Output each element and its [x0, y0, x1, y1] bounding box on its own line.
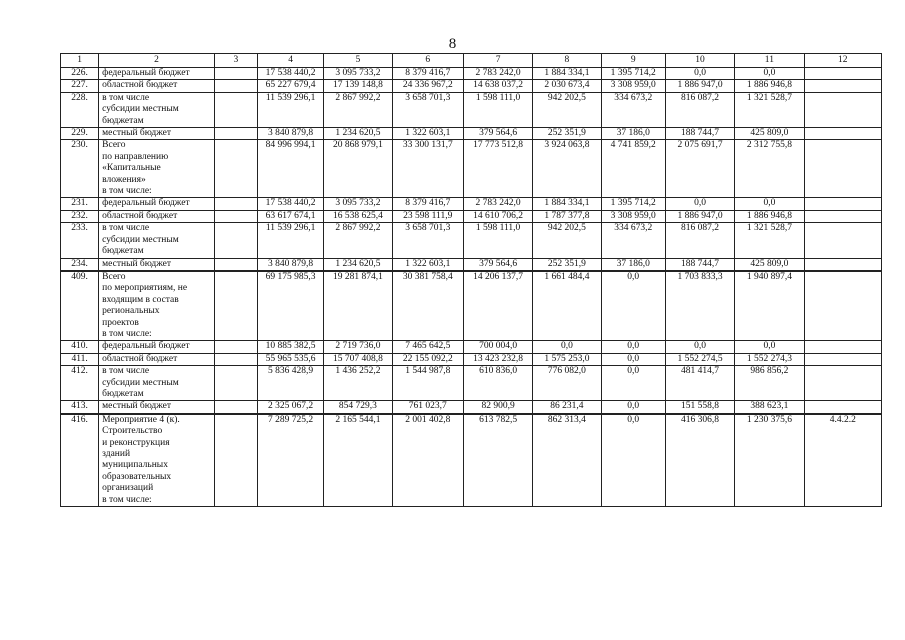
value-cell: 425 809,0	[735, 258, 804, 271]
value-cell: 8 379 416,7	[392, 68, 463, 80]
value-cell: 63 617 674,1	[257, 210, 323, 222]
value-cell: 0,0	[665, 341, 734, 353]
value-cell: 7 465 642,5	[392, 341, 463, 353]
row-name-cell: местный бюджет	[99, 401, 215, 414]
column-header: 8	[533, 54, 601, 68]
table-row	[61, 271, 882, 341]
value-cell: 188 744,7	[665, 128, 734, 140]
value-cell: 1 787 377,8	[533, 210, 601, 222]
row-name-cell: областной бюджет	[99, 353, 215, 365]
value-cell: 3 095 733,2	[324, 198, 392, 210]
value-cell	[214, 258, 257, 271]
value-cell: 0,0	[665, 198, 734, 210]
value-cell: 14 638 037,2	[463, 80, 532, 92]
column-header: 12	[804, 54, 881, 68]
value-cell: 1 321 528,7	[735, 92, 804, 127]
value-cell: 11 539 296,1	[257, 223, 323, 258]
value-cell: 425 809,0	[735, 128, 804, 140]
value-cell: 23 598 111,9	[392, 210, 463, 222]
value-cell: 1 703 833,3	[665, 271, 734, 341]
value-cell: 13 423 232,8	[463, 353, 532, 365]
value-cell: 14 610 706,2	[463, 210, 532, 222]
value-cell: 816 087,2	[665, 223, 734, 258]
value-cell	[214, 271, 257, 341]
table-row	[61, 223, 882, 258]
value-cell: 82 900,9	[463, 401, 532, 414]
row-name-cell: областной бюджет	[99, 80, 215, 92]
row-number-cell: 409.	[61, 271, 99, 341]
table-row	[61, 128, 882, 140]
row-name-cell: местный бюджет	[99, 128, 215, 140]
value-cell: 37 186,0	[601, 128, 665, 140]
row-number-cell: 416.	[61, 414, 99, 507]
value-cell	[804, 271, 881, 341]
table-row	[61, 198, 882, 210]
value-cell: 17 538 440,2	[257, 68, 323, 80]
value-cell: 24 336 967,2	[392, 80, 463, 92]
value-cell: 2 030 673,4	[533, 80, 601, 92]
row-number-cell: 229.	[61, 128, 99, 140]
value-cell: 1 544 987,8	[392, 366, 463, 401]
value-cell: 481 414,7	[665, 366, 734, 401]
value-cell: 0,0	[601, 353, 665, 365]
value-cell: 84 996 994,1	[257, 140, 323, 198]
value-cell: 1 395 714,2	[601, 198, 665, 210]
value-cell	[214, 353, 257, 365]
value-cell: 613 782,5	[463, 414, 532, 507]
value-cell: 3 658 701,3	[392, 223, 463, 258]
value-cell: 0,0	[601, 401, 665, 414]
value-cell: 942 202,5	[533, 223, 601, 258]
value-cell: 0,0	[601, 366, 665, 401]
row-name-cell: федеральный бюджет	[99, 341, 215, 353]
value-cell	[214, 128, 257, 140]
value-cell	[214, 401, 257, 414]
table-row	[61, 414, 882, 507]
value-cell: 17 538 440,2	[257, 198, 323, 210]
value-cell: 3 840 879,8	[257, 258, 323, 271]
value-cell: 2 001 402,8	[392, 414, 463, 507]
value-cell: 1 886 947,0	[665, 80, 734, 92]
table-header-row	[61, 54, 882, 68]
page-number: 8	[448, 36, 457, 52]
value-cell: 69 175 985,3	[257, 271, 323, 341]
value-cell: 15 707 408,8	[324, 353, 392, 365]
value-cell: 1 552 274,5	[665, 353, 734, 365]
value-cell: 942 202,5	[533, 92, 601, 127]
row-name-cell: в том числе субсидии местным бюджетам	[99, 92, 215, 127]
value-cell	[214, 223, 257, 258]
value-cell: 37 186,0	[601, 258, 665, 271]
column-header: 9	[601, 54, 665, 68]
value-cell: 1 661 484,4	[533, 271, 601, 341]
value-cell	[804, 92, 881, 127]
value-cell: 610 836,0	[463, 366, 532, 401]
value-cell: 379 564,6	[463, 258, 532, 271]
row-number-cell: 233.	[61, 223, 99, 258]
table-row	[61, 341, 882, 353]
value-cell: 1 575 253,0	[533, 353, 601, 365]
value-cell: 2 867 992,2	[324, 92, 392, 127]
table-row	[61, 353, 882, 365]
value-cell: 17 139 148,8	[324, 80, 392, 92]
value-cell: 0,0	[735, 198, 804, 210]
value-cell: 1 322 603,1	[392, 128, 463, 140]
value-cell: 3 840 879,8	[257, 128, 323, 140]
value-cell: 0,0	[735, 68, 804, 80]
value-cell	[214, 366, 257, 401]
value-cell: 11 539 296,1	[257, 92, 323, 127]
value-cell: 151 558,8	[665, 401, 734, 414]
value-cell: 1 598 111,0	[463, 92, 532, 127]
value-cell: 416 306,8	[665, 414, 734, 507]
budget-table	[60, 53, 882, 507]
table-row	[61, 366, 882, 401]
value-cell: 1 321 528,7	[735, 223, 804, 258]
row-name-cell: федеральный бюджет	[99, 68, 215, 80]
value-cell: 2 783 242,0	[463, 198, 532, 210]
value-cell: 1 395 714,2	[601, 68, 665, 80]
row-number-cell: 226.	[61, 68, 99, 80]
value-cell	[214, 92, 257, 127]
value-cell	[804, 258, 881, 271]
value-cell: 816 087,2	[665, 92, 734, 127]
value-cell: 0,0	[533, 341, 601, 353]
value-cell: 2 719 736,0	[324, 341, 392, 353]
value-cell: 8 379 416,7	[392, 198, 463, 210]
value-cell: 1 886 946,8	[735, 210, 804, 222]
row-number-cell: 232.	[61, 210, 99, 222]
value-cell	[214, 341, 257, 353]
value-cell: 1 322 603,1	[392, 258, 463, 271]
value-cell: 19 281 874,1	[324, 271, 392, 341]
row-number-cell: 411.	[61, 353, 99, 365]
row-number-cell: 410.	[61, 341, 99, 353]
value-cell: 776 082,0	[533, 366, 601, 401]
value-cell: 20 868 979,1	[324, 140, 392, 198]
column-header: 5	[324, 54, 392, 68]
column-header: 7	[463, 54, 532, 68]
value-cell: 86 231,4	[533, 401, 601, 414]
value-cell: 2 867 992,2	[324, 223, 392, 258]
value-cell: 14 206 137,7	[463, 271, 532, 341]
value-cell: 2 312 755,8	[735, 140, 804, 198]
value-cell: 4.4.2.2	[804, 414, 881, 507]
value-cell	[804, 210, 881, 222]
row-number-cell: 228.	[61, 92, 99, 127]
value-cell: 1 234 620,5	[324, 128, 392, 140]
value-cell: 33 300 131,7	[392, 140, 463, 198]
value-cell: 2 165 544,1	[324, 414, 392, 507]
row-number-cell: 230.	[61, 140, 99, 198]
value-cell: 2 325 067,2	[257, 401, 323, 414]
value-cell: 334 673,2	[601, 92, 665, 127]
value-cell	[214, 414, 257, 507]
value-cell	[804, 68, 881, 80]
row-name-cell: Мероприятие 4 (к). Строительство и реконструкция зданий муниципальных образовательных организаций в том числе:	[99, 414, 215, 507]
value-cell: 1 940 897,4	[735, 271, 804, 341]
value-cell: 3 095 733,2	[324, 68, 392, 80]
value-cell: 1 234 620,5	[324, 258, 392, 271]
table-row	[61, 140, 882, 198]
column-header: 10	[665, 54, 734, 68]
value-cell: 2 783 242,0	[463, 68, 532, 80]
column-header: 11	[735, 54, 804, 68]
column-header: 6	[392, 54, 463, 68]
value-cell: 188 744,7	[665, 258, 734, 271]
value-cell: 854 729,3	[324, 401, 392, 414]
table-row	[61, 80, 882, 92]
row-name-cell: Всего по мероприятиям, не входящим в состав региональных проектов в том числе:	[99, 271, 215, 341]
row-name-cell: Всего по направлению «Капитальные вложения» в том числе:	[99, 140, 215, 198]
value-cell: 252 351,9	[533, 128, 601, 140]
table-row	[61, 92, 882, 127]
value-cell	[804, 80, 881, 92]
value-cell: 65 227 679,4	[257, 80, 323, 92]
row-name-cell: в том числе субсидии местным бюджетам	[99, 223, 215, 258]
value-cell: 0,0	[601, 414, 665, 507]
row-name-cell: местный бюджет	[99, 258, 215, 271]
value-cell: 3 308 959,0	[601, 80, 665, 92]
value-cell: 22 155 092,2	[392, 353, 463, 365]
value-cell: 7 289 725,2	[257, 414, 323, 507]
value-cell: 700 004,0	[463, 341, 532, 353]
value-cell: 10 885 382,5	[257, 341, 323, 353]
row-name-cell: в том числе субсидии местным бюджетам	[99, 366, 215, 401]
value-cell: 761 023,7	[392, 401, 463, 414]
value-cell: 30 381 758,4	[392, 271, 463, 341]
row-number-cell: 412.	[61, 366, 99, 401]
value-cell	[804, 223, 881, 258]
value-cell: 986 856,2	[735, 366, 804, 401]
value-cell: 334 673,2	[601, 223, 665, 258]
value-cell	[804, 128, 881, 140]
column-header: 1	[61, 54, 99, 68]
value-cell: 862 313,4	[533, 414, 601, 507]
row-number-cell: 413.	[61, 401, 99, 414]
value-cell: 388 623,1	[735, 401, 804, 414]
value-cell: 1 884 334,1	[533, 198, 601, 210]
value-cell	[214, 140, 257, 198]
value-cell: 0,0	[601, 341, 665, 353]
value-cell: 2 075 691,7	[665, 140, 734, 198]
value-cell	[804, 353, 881, 365]
value-cell	[804, 140, 881, 198]
value-cell: 4 741 859,2	[601, 140, 665, 198]
column-header: 3	[214, 54, 257, 68]
value-cell: 1 886 946,8	[735, 80, 804, 92]
column-header: 4	[257, 54, 323, 68]
value-cell: 1 230 375,6	[735, 414, 804, 507]
table-row	[61, 68, 882, 80]
column-header: 2	[99, 54, 215, 68]
value-cell	[804, 401, 881, 414]
value-cell: 1 552 274,3	[735, 353, 804, 365]
value-cell	[214, 210, 257, 222]
value-cell	[214, 198, 257, 210]
value-cell: 3 658 701,3	[392, 92, 463, 127]
row-name-cell: федеральный бюджет	[99, 198, 215, 210]
value-cell: 1 886 947,0	[665, 210, 734, 222]
value-cell: 1 598 111,0	[463, 223, 532, 258]
table-row	[61, 258, 882, 271]
row-number-cell: 231.	[61, 198, 99, 210]
value-cell: 252 351,9	[533, 258, 601, 271]
row-number-cell: 227.	[61, 80, 99, 92]
value-cell: 1 436 252,2	[324, 366, 392, 401]
row-name-cell: областной бюджет	[99, 210, 215, 222]
value-cell: 379 564,6	[463, 128, 532, 140]
table-row	[61, 401, 882, 414]
value-cell: 3 308 959,0	[601, 210, 665, 222]
value-cell	[804, 341, 881, 353]
table-row	[61, 210, 882, 222]
row-number-cell: 234.	[61, 258, 99, 271]
value-cell: 5 836 428,9	[257, 366, 323, 401]
value-cell: 55 965 535,6	[257, 353, 323, 365]
value-cell: 1 884 334,1	[533, 68, 601, 80]
value-cell	[214, 68, 257, 80]
value-cell: 17 773 512,8	[463, 140, 532, 198]
value-cell: 3 924 063,8	[533, 140, 601, 198]
value-cell: 0,0	[665, 68, 734, 80]
value-cell	[214, 80, 257, 92]
value-cell: 0,0	[601, 271, 665, 341]
value-cell	[804, 198, 881, 210]
value-cell: 16 538 625,4	[324, 210, 392, 222]
value-cell	[804, 366, 881, 401]
value-cell: 0,0	[735, 341, 804, 353]
